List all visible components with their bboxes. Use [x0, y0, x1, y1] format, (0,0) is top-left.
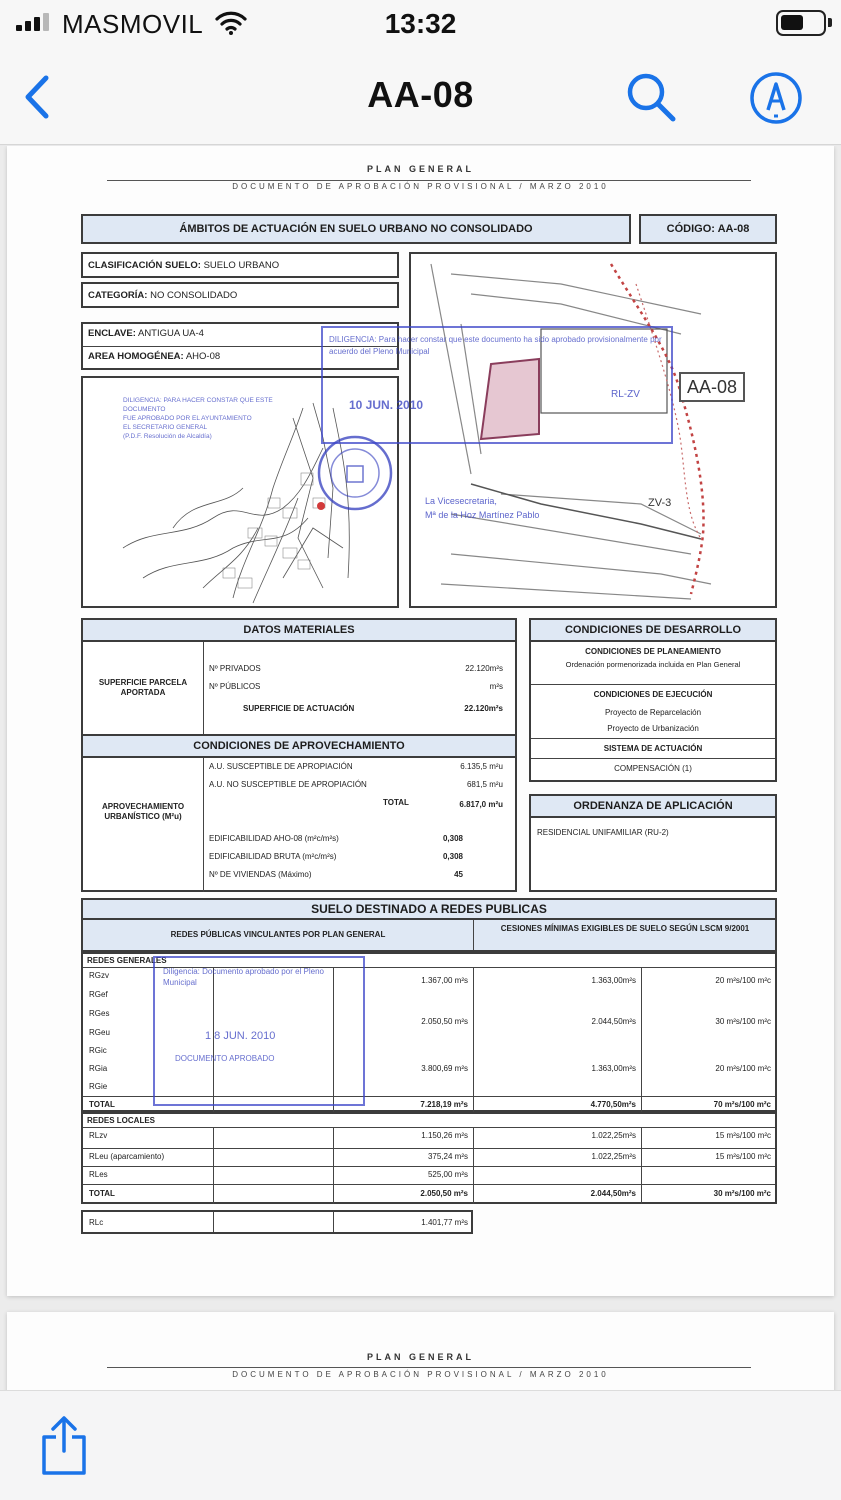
desarrollo-box — [529, 618, 777, 782]
ordenanza-title: ORDENANZA DE APLICACIÓN — [529, 794, 777, 818]
document-viewer[interactable] — [0, 146, 841, 1390]
ap-row-label: A.U. NO SUSCEPTIBLE DE APROPIACIÓN — [209, 780, 367, 789]
code-badge: CÓDIGO: AA-08 — [639, 214, 777, 244]
dm-row-label: Nº PÚBLICOS — [209, 682, 261, 691]
approval-stamp: DILIGENCIA: Para hacer constar que este documento ha sido aprobado provisionalmente por acuerdo del Pleno Municipal 10 JUN. 2010 — [321, 326, 673, 444]
document-header-subtitle: DOCUMENTO DE APROBACIÓN PROVISIONAL / MARZO 2010 — [232, 182, 609, 191]
navigation-bar — [0, 50, 841, 145]
rg-code: RGia — [89, 1064, 108, 1073]
plot-map — [329, 252, 777, 608]
map-plot-label: AA-08 — [679, 372, 745, 402]
map-street-label: RL-ZV — [611, 389, 640, 400]
markup-pen-icon[interactable] — [748, 70, 804, 126]
rg-value: 20 m²s/100 m²c — [715, 976, 771, 985]
ejecucion-item: Proyecto de Reparcelación — [604, 708, 702, 717]
rg-value: 1.363,00m²s — [591, 1064, 636, 1073]
categoria-label: CATEGORÍA: — [88, 290, 148, 301]
superficie-label: SUPERFICIE PARCELA APORTADA — [98, 678, 188, 697]
redes-locales-label: REDES LOCALES — [87, 1116, 156, 1125]
rl-total-value: 30 m²s/100 m²c — [713, 1189, 771, 1198]
categoria-box — [81, 282, 399, 308]
ap-row-label: A.U. SUSCEPTIBLE DE APROPIACIÓN — [209, 762, 353, 771]
rg-code: RGes — [89, 1009, 110, 1018]
document-header-title: PLAN GENERAL — [366, 1352, 474, 1362]
ejecucion-title: CONDICIONES DE EJECUCIÓN — [593, 690, 713, 699]
dm-row-value: m²s — [489, 682, 503, 691]
ap-row-label: EDIFICABILIDAD BRUTA (m²c/m²s) — [209, 852, 337, 861]
rl-value: 1.022,25m²s — [591, 1131, 636, 1140]
svg-text:La Vicesecretaria,: La Vicesecretaria, — [425, 496, 497, 506]
rlc-value: 1.401,77 m²s — [421, 1218, 468, 1227]
ap-row-value: 0,308 — [442, 852, 463, 861]
rg-value: 3.800,69 m²s — [421, 1064, 468, 1073]
dm-row-label: Nº PRIVADOS — [209, 664, 261, 673]
sistema-title: SISTEMA DE ACTUACIÓN — [603, 744, 703, 753]
ap-row-label: EDIFICABILIDAD AHO-08 (m²c/m²s) — [209, 834, 339, 843]
rl-value: 1.150,26 m²s — [421, 1131, 468, 1140]
dm-row-label: SUPERFICIE DE ACTUACIÓN — [243, 704, 355, 713]
clasificacion-value: SUELO URBANO — [203, 260, 280, 271]
rlc-code: RLc — [89, 1218, 104, 1227]
area-label: AREA HOMOGÉNEA: — [88, 351, 184, 362]
area-value: AHO-08 — [185, 351, 221, 362]
redes-generales-table — [81, 952, 777, 1112]
rg-total-value: 70 m²s/100 m²c — [713, 1100, 771, 1109]
rg-total-value: 4.770,50m²s — [590, 1100, 636, 1109]
bottom-toolbar — [0, 1390, 841, 1500]
approval-note-stamp: DILIGENCIA: PARA HACER CONSTAR QUE ESTE DOCUMENTO FUE APROBADO POR EL AYUNTAMIENTO EL SECRETARIO GENERAL (P.D.F. Resolución de Alcaldía) — [123, 397, 273, 440]
categoria-value: NO CONSOLIDADO — [150, 290, 238, 301]
ordenanza-value: RESIDENCIAL UNIFAMILIAR (RU-2) — [537, 828, 669, 837]
rl-value: 15 m²s/100 m²c — [715, 1152, 771, 1161]
rg-value: 2.044,50m²s — [591, 1017, 636, 1026]
document-page-2 — [7, 1312, 834, 1390]
planeamiento-text: Ordenación pormenorizada incluida en Plan General — [565, 660, 741, 669]
ap-row-value: 681,5 m²u — [466, 780, 503, 789]
rg-total-label: TOTAL — [89, 1100, 115, 1109]
main-title: ÁMBITOS DE ACTUACIÓN EN SUELO URBANO NO CONSOLIDADO — [81, 214, 631, 244]
dm-row-value: 22.120m²s — [465, 664, 503, 673]
ap-row-label: TOTAL — [383, 798, 409, 807]
datos-materiales-title: DATOS MATERIALES — [81, 618, 517, 642]
redes-generales-label: REDES GENERALES — [87, 956, 167, 965]
dm-row-value: 22.120m²s — [464, 704, 503, 713]
redes-title: SUELO DESTINADO A REDES PUBLICAS — [81, 898, 777, 920]
share-icon[interactable] — [38, 1415, 90, 1477]
rg-value: 1.363,00m²s — [591, 976, 636, 985]
sistema-value: COMPENSACIÓN (1) — [614, 764, 692, 773]
rl-value: 15 m²s/100 m²c — [715, 1131, 771, 1140]
desarrollo-title: CONDICIONES DE DESARROLLO — [529, 618, 777, 642]
document-page-1 — [7, 146, 834, 1296]
rl-code: RLes — [89, 1170, 108, 1179]
rg-total-value: 7.218,19 m²s — [420, 1100, 468, 1109]
svg-text:Mª de la Hoz Martínez Pablo: Mª de la Hoz Martínez Pablo — [425, 510, 540, 520]
carrier-name: MASMOVIL — [62, 9, 204, 39]
ordenanza-box — [529, 794, 777, 892]
search-icon[interactable] — [624, 70, 678, 124]
enclave-value: ANTIGUA UA-4 — [137, 328, 204, 339]
aprovechamiento-side-label: APROVECHAMIENTO URBANÍSTICO (M²u) — [101, 802, 185, 821]
clasificacion-box — [81, 252, 399, 278]
ap-row-value: 0,308 — [442, 834, 463, 843]
redes-col2-header: CESIONES MÍNIMAS EXIGIBLES DE SUELO SEGÚN LSCM 9/2001 — [500, 924, 750, 933]
rg-value: 30 m²s/100 m²c — [715, 1017, 771, 1026]
redes-locales-table — [81, 1112, 777, 1204]
status-bar — [0, 0, 841, 50]
rg-value: 1.367,00 m²s — [421, 976, 468, 985]
redes-header — [81, 918, 777, 952]
rl-value: 1.022,25m²s — [591, 1152, 636, 1161]
enclave-label: ENCLAVE: — [88, 328, 136, 339]
clock: 13:32 — [384, 8, 457, 39]
stamp-date: 10 JUN. 2010 — [349, 398, 424, 412]
ejecucion-item: Proyecto de Urbanización — [607, 724, 699, 733]
rl-total-value: 2.044,50m²s — [590, 1189, 636, 1198]
redes-col1-header: REDES PÚBLICAS VINCULANTES POR PLAN GENERAL — [170, 930, 386, 939]
rl-value: 375,24 m²s — [427, 1152, 468, 1161]
document-header-subtitle: DOCUMENTO DE APROBACIÓN PROVISIONAL / MARZO 2010 — [232, 1370, 609, 1379]
map-zone-label: ZV-3 — [648, 497, 672, 509]
rg-code: RGef — [89, 990, 108, 999]
aprovechamiento-title: CONDICIONES DE APROVECHAMIENTO — [81, 734, 517, 758]
ap-row-label: Nº DE VIVIENDAS (Máximo) — [209, 870, 312, 879]
rg-value: 2.050,50 m²s — [421, 1017, 468, 1026]
document-header-title: PLAN GENERAL — [366, 164, 474, 174]
rl-total-label: TOTAL — [89, 1189, 115, 1198]
ap-row-value: 45 — [454, 870, 463, 879]
rg-code: RGic — [89, 1046, 107, 1055]
clasificacion-label: CLASIFICACIÓN SUELO: — [88, 260, 201, 271]
ap-row-value: 6.135,5 m²u — [460, 762, 503, 771]
rg-code: RGeu — [89, 1028, 110, 1037]
rg-value: 20 m²s/100 m²c — [715, 1064, 771, 1073]
page-title: AA-08 — [367, 74, 474, 115]
registry-stamp: Diligencia: Documento aprobado por el Pleno Municipal 1 8 JUN. 2010 DOCUMENTO APROBADO — [153, 956, 365, 1106]
rl-value: 525,00 m²s — [427, 1170, 468, 1179]
rlc-row — [81, 1210, 473, 1234]
ap-row-value: 6.817,0 m²u — [459, 800, 503, 809]
rl-total-value: 2.050,50 m²s — [420, 1189, 468, 1198]
battery-icon — [776, 10, 826, 36]
rg-code: RGzv — [89, 971, 109, 980]
rl-code: RLzv — [89, 1131, 108, 1140]
rg-code: RGie — [89, 1082, 108, 1091]
planeamiento-title: CONDICIONES DE PLANEAMIENTO — [585, 647, 721, 656]
datos-materiales-box — [81, 618, 517, 892]
rl-code: RLeu (aparcamiento) — [89, 1152, 165, 1161]
